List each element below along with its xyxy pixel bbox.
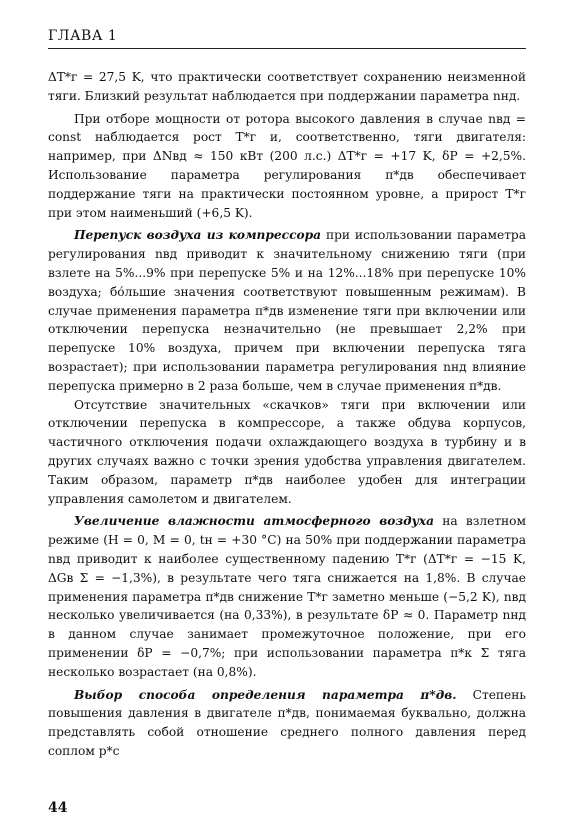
- paragraph-3: [48, 226, 526, 395]
- paragraph-4: Отсутствие значительных «скачков» тяги при включении или отключении перепуска в компрессоре, а также обдува корпусов, частичного отключения подачи охлаждающего воздуха в турбину и в других случаях важно с точки зрения удобства управления двигателем. Таким образом, параметр π*дв наиболее удобен для интеграции управления самолетом и двигателем.: [48, 397, 526, 506]
- paragraph-2: При отборе мощности от ротора высокого давления в случае nвд = const наблюдается рост T*г и, соответственно, тяги двигателя: например, при ΔNвд ≈ 150 кВт (200 л.с.) ΔT*г = +17 K, δP = +2,5%. Использование параметра регулирования π*дв обеспечивает поддержание тяги на практически постоянном уровне, а прирост T*г при этом наименьший (+6,5 K).: [48, 111, 526, 220]
- paragraph-5-text: на взлетном режиме (H = 0, M = 0, tн = +30 °C) на 50% при поддержании параметра nвд приводит к наиболее существенному падению T*г (ΔT*г = −15 K, ΔGв Σ = −1,3%), в результате чего тяга снижается на 1,8%. В случае применения параметра π*дв снижение T*г заметно меньше (−5,2 K), nвд несколько увеличивается (на 0,33%), в результате δP ≈ 0. Параметр nнд в данном случае занимает промежуточное положение, при его применении δP = −0,7%; при использовании параметра π*к Σ тяга несколько возрастает (на 0,8%).: [48, 514, 526, 679]
- paragraph-6-text: Степень повышения давления в двигателе π*дв, понимаемая буквально, должна представлять собой отношение среднего полного давления перед соплом p*c: [48, 687, 527, 758]
- inline-heading-humidity: Увеличение влажности атмосферного воздуха: [74, 514, 435, 529]
- header-rule: [48, 48, 526, 49]
- running-header: ГЛАВА 1: [48, 28, 118, 44]
- paragraph-5: [48, 512, 526, 681]
- paragraph-6: [48, 686, 526, 761]
- paragraph-3-text: при использовании параметра регулирования nвд приводит к значительному снижению тяги (при взлете на 5%...9% при перепуске 5% и на 12%...18% при перепуске 10% воздуха; бо́льшие значения соответствуют повышенным режимам). В случае применения параметра π*дв изменение тяги при включении или отключении перепуска незначительно (не превышает 2,2% при перепуске 10% воздуха, причем при включении перепуска тяга возрастает); при использовании параметра регулирования nнд влияние перепуска примерно в 2 раза больше, чем в случае применения π*дв.: [48, 228, 527, 393]
- paragraph-1: ΔT*г = 27,5 K, что практически соответствует сохранению неизменной тяги. Близкий результат наблюдается при поддержании параметра nнд.: [48, 70, 526, 103]
- inline-heading-bypass: Перепуск воздуха из компрессора: [74, 228, 322, 243]
- inline-heading-parameter: Выбор способа определения параметра π*дв.: [74, 687, 457, 702]
- page-body: [48, 68, 526, 761]
- page-number: 44: [48, 800, 68, 816]
